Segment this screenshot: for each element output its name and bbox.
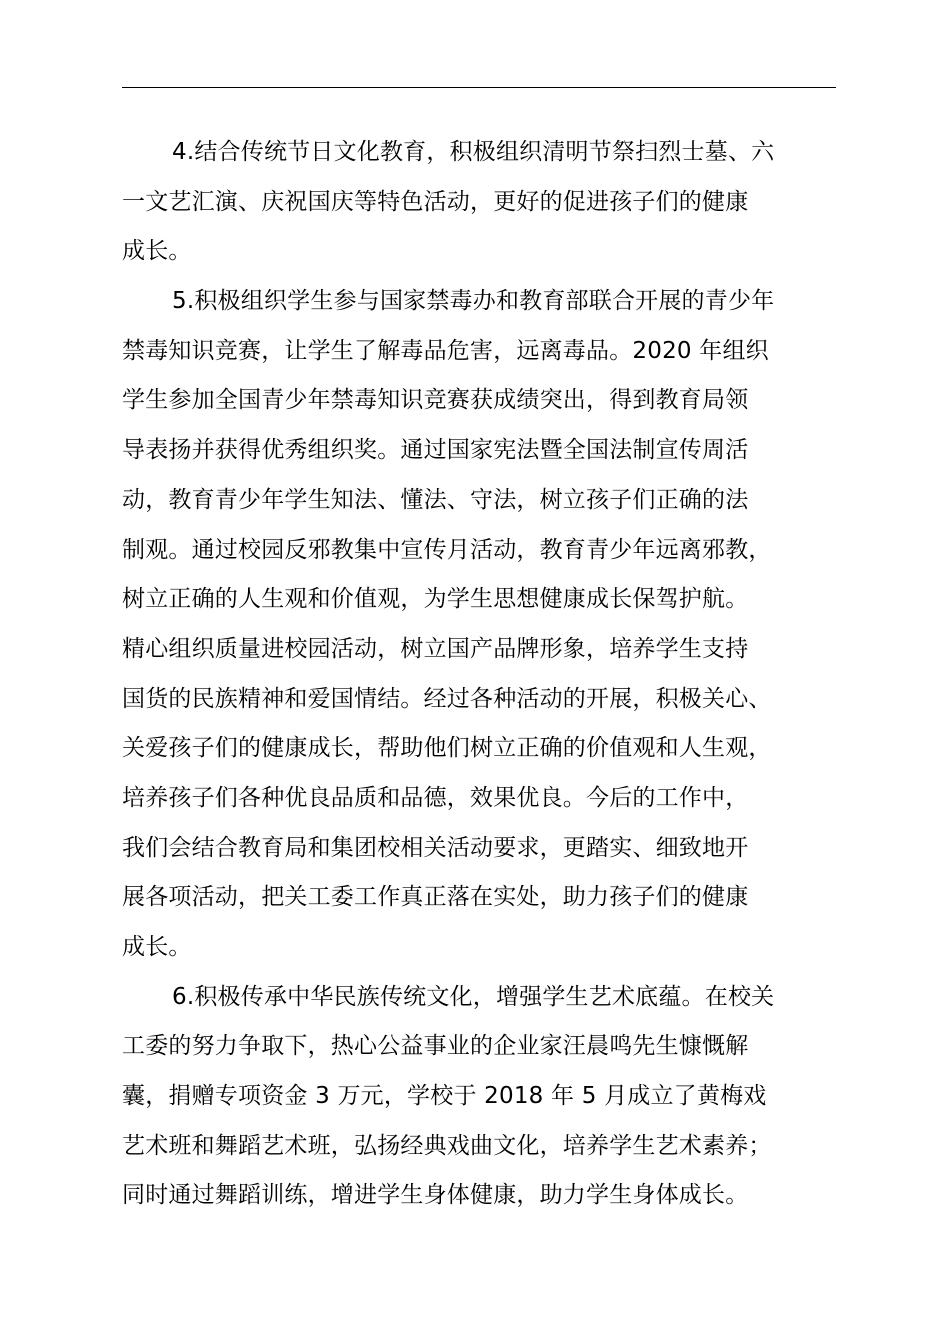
- body-text: [122, 128, 862, 1221]
- text-line: 我们会结合教育局和集团校相关活动要求，更踏实、细致地开: [122, 834, 749, 861]
- text-line: 5.积极组织学生参与国家禁毒办和教育部联合开展的青少年: [172, 288, 775, 315]
- text-line: 艺术班和舞蹈艺术班，弘扬经典戏曲文化，培养学生艺术素养；: [122, 1132, 772, 1159]
- text-line: 展各项活动，把关工委工作真正落在实处，助力孩子们的健康: [122, 884, 749, 911]
- text-line: 成长。: [122, 934, 192, 960]
- text-line: 培养孩子们各种优良品质和品德，效果优良。今后的工作中，: [122, 784, 749, 811]
- text-line: 成长。: [122, 238, 192, 265]
- text-line: 4.结合传统节日文化教育，积极组织清明节祭扫烈士墓、六: [172, 139, 775, 165]
- text-line: 国货的民族精神和爱国情结。经过各种活动的开展，积极关心、: [122, 685, 772, 712]
- header-rule: [122, 87, 836, 88]
- text-line: 工委的努力争取下，热心公益事业的企业家汪晨鸣先生慷慨解: [122, 1033, 749, 1060]
- text-line: 精心组织质量进校园活动，树立国产品牌形象，培养学生支持: [122, 635, 749, 662]
- text-line: 动，教育青少年学生知法、懂法、守法，树立孩子们正确的法: [122, 486, 749, 513]
- text-line: 一文艺汇演、庆祝国庆等特色活动，更好的促进孩子们的健康: [122, 188, 749, 215]
- text-line: 囊，捐赠专项资金 3 万元，学校于 2018 年 5 月成立了黄梅戏: [122, 1083, 767, 1110]
- text-line: 导表扬并获得优秀组织奖。通过国家宪法暨全国法制宣传周活: [122, 437, 749, 464]
- text-line: 学生参加全国青少年禁毒知识竞赛获成绩突出，得到教育局领: [122, 387, 749, 414]
- text-line: 关爱孩子们的健康成长，帮助他们树立正确的价值观和人生观，: [122, 735, 772, 762]
- text-line: 6.积极传承中华民族传统文化，增强学生艺术底蕴。在校关: [172, 983, 775, 1010]
- text-line: 制观。通过校园反邪教集中宣传月活动，教育青少年远离邪教，: [122, 536, 772, 563]
- text-line: 同时通过舞蹈训练，增进学生身体健康，助力学生身体成长。: [122, 1182, 749, 1209]
- text-line: 树立正确的人生观和价值观，为学生思想健康成长保驾护航。: [122, 586, 749, 613]
- text-line: 禁毒知识竞赛，让学生了解毒品危害，远离毒品。2020 年组织: [122, 337, 769, 364]
